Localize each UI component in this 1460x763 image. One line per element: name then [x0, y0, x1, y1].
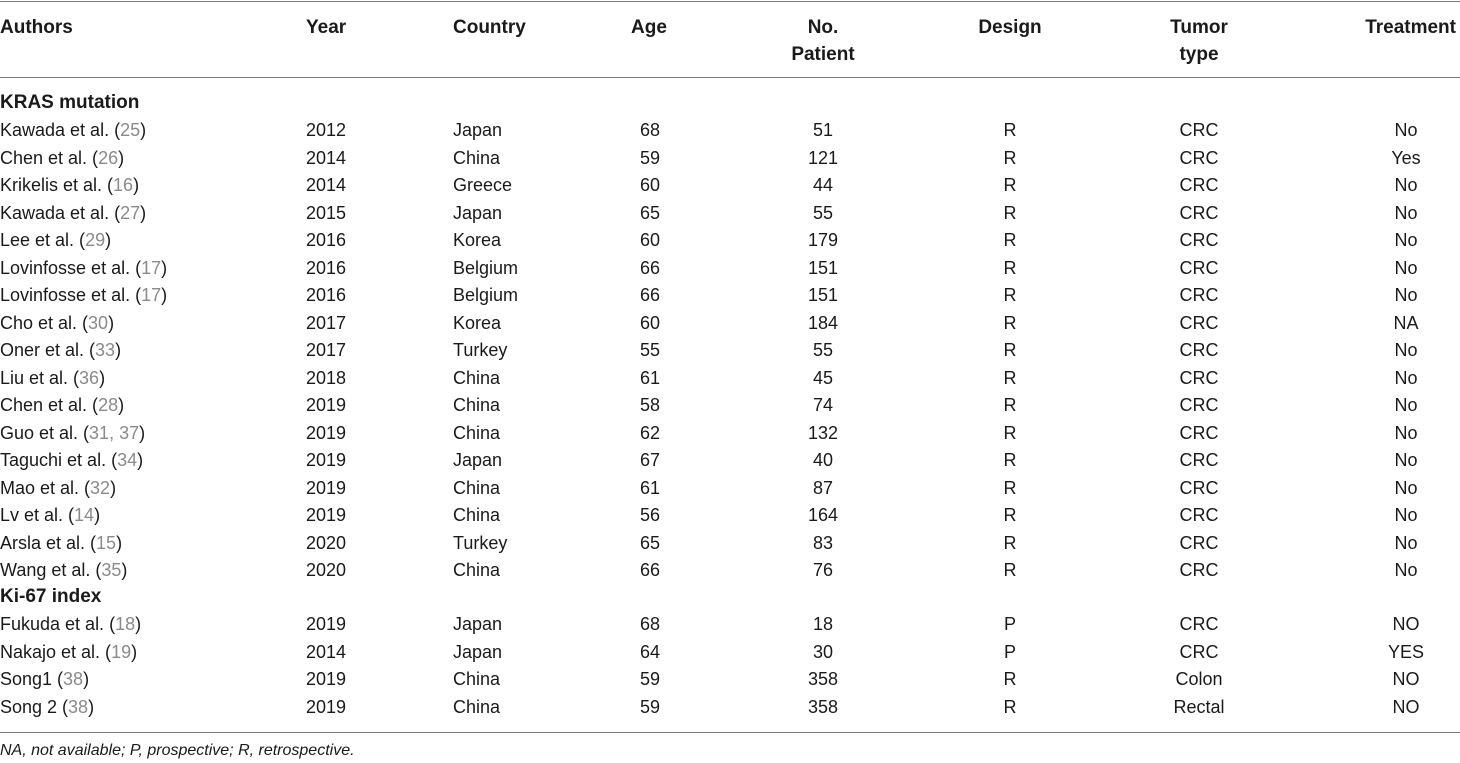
author-name: Chen et al. (	[0, 395, 99, 415]
reference-link[interactable]: 15	[96, 532, 117, 553]
cell-year: 2020	[306, 532, 347, 553]
cell-tumor-type: CRC	[1179, 614, 1219, 634]
author-close-paren: )	[108, 312, 115, 333]
author-name: Kawada et al. (	[0, 120, 121, 140]
author-close-paren: )	[137, 450, 144, 470]
cell-patients: 151	[807, 257, 839, 278]
cell-country: Korea	[453, 312, 502, 333]
cell-country: China	[453, 477, 501, 498]
cell-author	[0, 666, 89, 693]
cell-author	[0, 227, 111, 254]
cell-age: 59	[639, 669, 661, 689]
author-name: Fukuda et al. (	[0, 614, 116, 634]
table-row	[0, 447, 1460, 474]
author-close-paren: )	[118, 395, 125, 415]
cell-design: R	[1003, 120, 1017, 140]
cell-patients: 44	[812, 175, 834, 195]
reference-link[interactable]: 25	[120, 120, 141, 140]
author-close-paren: )	[121, 560, 128, 580]
cell-age: 65	[639, 202, 661, 223]
cell-tumor-type: CRC	[1179, 505, 1219, 525]
cell-tumor-type: CRC	[1179, 477, 1219, 498]
cell-treatment: NO	[1392, 696, 1420, 717]
cell-year: 2018	[306, 367, 347, 388]
cell-author	[0, 694, 94, 721]
reference-link[interactable]: 16	[113, 175, 134, 195]
cell-country: Korea	[453, 230, 502, 250]
table-row	[0, 392, 1460, 419]
cell-year: 2016	[306, 285, 347, 305]
section-heading: Ki-67 index	[0, 586, 102, 607]
author-close-paren: )	[99, 367, 106, 388]
cell-design: R	[1003, 505, 1017, 525]
author-close-paren: )	[161, 257, 168, 278]
cell-year: 2012	[306, 120, 347, 140]
cell-tumor-type: CRC	[1179, 422, 1219, 443]
reference-link[interactable]: 19	[111, 641, 132, 662]
cell-author	[0, 255, 167, 282]
cell-treatment: No	[1394, 560, 1418, 580]
cell-tumor-type: CRC	[1179, 230, 1219, 250]
cell-design: R	[1003, 367, 1017, 388]
table-footnote: NA, not available; P, prospective; R, retrospective.	[0, 742, 355, 759]
cell-age: 59	[639, 696, 661, 717]
cell-age: 66	[639, 560, 661, 580]
cell-design: R	[1003, 175, 1017, 195]
header-year: Year	[306, 17, 347, 38]
header-tumor-type-line2: type	[1179, 44, 1219, 65]
reference-link[interactable]: 18	[115, 614, 136, 634]
cell-design: P	[1003, 641, 1017, 662]
cell-author	[0, 392, 124, 419]
cell-country: China	[453, 422, 501, 443]
cell-author	[0, 475, 116, 502]
cell-country: Japan	[453, 120, 503, 140]
author-close-paren: )	[83, 669, 90, 689]
cell-patients: 55	[812, 202, 834, 223]
cell-year: 2019	[306, 614, 347, 634]
table-row	[0, 200, 1460, 227]
cell-design: R	[1003, 532, 1017, 553]
cell-country: Japan	[453, 614, 503, 634]
author-close-paren: )	[133, 175, 140, 195]
cell-patients: 358	[807, 669, 839, 689]
cell-treatment: Yes	[1391, 147, 1421, 168]
cell-treatment: No	[1394, 505, 1418, 525]
cell-author	[0, 310, 114, 337]
cell-country: Japan	[453, 641, 503, 662]
cell-age: 59	[639, 147, 661, 168]
cell-country: Japan	[453, 202, 503, 223]
header-tumor-type	[1170, 14, 1228, 68]
author-name: Arsla et al. (	[0, 532, 97, 553]
cell-author	[0, 447, 143, 474]
author-name: Chen et al. (	[0, 147, 99, 168]
cell-author	[0, 117, 146, 144]
cell-tumor-type: CRC	[1179, 450, 1219, 470]
cell-tumor-type: CRC	[1179, 147, 1219, 168]
author-close-paren: )	[115, 340, 122, 360]
table-row	[0, 694, 1460, 721]
cell-age: 68	[639, 614, 661, 634]
author-name: Lee et al. (	[0, 230, 86, 250]
cell-country: Turkey	[453, 532, 508, 553]
cell-country: Belgium	[453, 257, 519, 278]
reference-link[interactable]: 33	[95, 340, 116, 360]
table-row	[0, 172, 1460, 199]
cell-year: 2019	[306, 696, 347, 717]
cell-design: R	[1003, 395, 1017, 415]
cell-author	[0, 557, 127, 584]
reference-link[interactable]: 35	[101, 560, 122, 580]
table-row	[0, 502, 1460, 529]
cell-year: 2019	[306, 477, 347, 498]
cell-patients: 55	[812, 340, 834, 360]
cell-age: 62	[639, 422, 661, 443]
cell-country: Japan	[453, 450, 503, 470]
cell-treatment: No	[1394, 477, 1418, 498]
reference-link[interactable]: 30	[88, 312, 109, 333]
cell-treatment: No	[1394, 395, 1418, 415]
reference-link[interactable]: 14	[74, 505, 95, 525]
cell-country: Turkey	[453, 340, 508, 360]
cell-design: R	[1003, 340, 1017, 360]
cell-treatment: No	[1394, 257, 1418, 278]
table-row	[0, 282, 1460, 309]
table-row	[0, 255, 1460, 282]
reference-link[interactable]: 27	[120, 202, 141, 223]
cell-country: China	[453, 560, 501, 580]
reference-link[interactable]: 26	[98, 147, 119, 168]
reference-link[interactable]: 29	[85, 230, 106, 250]
cell-author	[0, 420, 145, 447]
cell-treatment: No	[1394, 120, 1418, 140]
table-row	[0, 666, 1460, 693]
cell-treatment: No	[1394, 285, 1418, 305]
table-bottom-rule	[0, 732, 1460, 733]
cell-patients: 87	[812, 477, 834, 498]
cell-patients: 83	[812, 532, 834, 553]
cell-tumor-type: CRC	[1179, 367, 1219, 388]
cell-tumor-type: CRC	[1179, 175, 1219, 195]
cell-age: 67	[639, 450, 661, 470]
author-close-paren: )	[116, 532, 123, 553]
cell-design: R	[1003, 669, 1017, 689]
cell-author	[0, 145, 124, 172]
cell-age: 66	[639, 257, 661, 278]
cell-year: 2019	[306, 395, 347, 415]
cell-age: 61	[639, 477, 661, 498]
author-close-paren: )	[135, 614, 142, 634]
cell-design: R	[1003, 477, 1017, 498]
table-top-rule	[0, 1, 1460, 2]
author-close-paren: )	[105, 230, 112, 250]
cell-patients: 74	[812, 395, 834, 415]
cell-patients: 76	[812, 560, 834, 580]
author-name: Song1 (	[0, 669, 64, 689]
author-name: Wang et al. (	[0, 560, 102, 580]
cell-age: 56	[639, 505, 661, 525]
cell-design: R	[1003, 285, 1017, 305]
cell-design: R	[1003, 696, 1017, 717]
cell-year: 2019	[306, 450, 347, 470]
cell-country: China	[453, 696, 501, 717]
reference-link[interactable]: 32	[90, 477, 111, 498]
author-name: Guo et al. (	[0, 422, 90, 443]
author-name: Lovinfosse et al. (	[0, 285, 142, 305]
cell-age: 61	[639, 367, 661, 388]
reference-link[interactable]: 34	[117, 450, 138, 470]
cell-treatment: YES	[1387, 641, 1425, 662]
author-close-paren: )	[140, 202, 147, 223]
cell-tumor-type: CRC	[1179, 202, 1219, 223]
cell-patients: 30	[812, 641, 834, 662]
cell-age: 64	[639, 641, 661, 662]
cell-design: R	[1003, 230, 1017, 250]
author-close-paren: )	[161, 285, 168, 305]
cell-treatment: No	[1394, 450, 1418, 470]
cell-age: 60	[639, 230, 661, 250]
author-close-paren: )	[131, 641, 138, 662]
cell-treatment: No	[1394, 367, 1418, 388]
cell-patients: 18	[812, 614, 834, 634]
header-design: Design	[978, 17, 1042, 38]
cell-author	[0, 502, 100, 529]
cell-design: R	[1003, 202, 1017, 223]
cell-country: China	[453, 367, 501, 388]
author-close-paren: )	[94, 505, 101, 525]
table-row	[0, 310, 1460, 337]
cell-author	[0, 530, 122, 557]
cell-age: 66	[639, 285, 661, 305]
table-row	[0, 420, 1460, 447]
author-name: Taguchi et al. (	[0, 450, 118, 470]
cell-patients: 132	[807, 422, 839, 443]
cell-age: 68	[639, 120, 661, 140]
cell-patients: 51	[812, 120, 834, 140]
author-name: Mao et al. (	[0, 477, 91, 498]
cell-patients: 40	[812, 450, 834, 470]
table-row	[0, 475, 1460, 502]
cell-country: China	[453, 147, 501, 168]
cell-patients: 164	[807, 505, 839, 525]
table-row	[0, 611, 1460, 638]
cell-treatment: No	[1394, 422, 1418, 443]
table-row	[0, 557, 1460, 584]
cell-design: R	[1003, 560, 1017, 580]
section-heading: KRAS mutation	[0, 92, 140, 113]
cell-age: 65	[639, 532, 661, 553]
header-no-patient-line2: Patient	[791, 44, 855, 65]
cell-age: 60	[639, 175, 661, 195]
header-authors: Authors	[0, 17, 73, 38]
table-row	[0, 337, 1460, 364]
cell-treatment: No	[1394, 202, 1418, 223]
author-name: Song 2 (	[0, 696, 69, 717]
cell-year: 2017	[306, 340, 347, 360]
cell-year: 2019	[306, 422, 347, 443]
cell-design: R	[1003, 257, 1017, 278]
cell-tumor-type: CRC	[1179, 532, 1219, 553]
cell-author	[0, 282, 167, 309]
cell-country: China	[453, 505, 501, 525]
table-row	[0, 639, 1460, 666]
cell-author	[0, 639, 137, 666]
header-no-patient-line1: No.	[807, 17, 839, 38]
author-close-paren: )	[139, 422, 146, 443]
cell-author	[0, 611, 141, 638]
reference-link[interactable]: 38	[68, 696, 89, 717]
table-row	[0, 145, 1460, 172]
cell-age: 55	[639, 340, 661, 360]
cell-treatment: No	[1394, 230, 1418, 250]
cell-tumor-type: CRC	[1179, 340, 1219, 360]
cell-country: China	[453, 669, 501, 689]
author-name: Lv et al. (	[0, 505, 75, 525]
cell-year: 2014	[306, 147, 347, 168]
author-name: Liu et al. (	[0, 367, 80, 388]
cell-year: 2019	[306, 505, 347, 525]
author-name: Lovinfosse et al. (	[0, 257, 142, 278]
author-close-paren: )	[118, 147, 125, 168]
cell-year: 2014	[306, 175, 347, 195]
cell-patients: 184	[807, 312, 839, 333]
reference-link[interactable]: 17	[141, 285, 162, 305]
table-row	[0, 530, 1460, 557]
cell-design: R	[1003, 422, 1017, 443]
cell-tumor-type: CRC	[1179, 257, 1219, 278]
header-age: Age	[631, 17, 667, 38]
header-treatment: Treatment	[1365, 17, 1456, 38]
cell-treatment: NA	[1393, 312, 1419, 333]
header-tumor-type-line1: Tumor	[1170, 17, 1228, 38]
cell-treatment: NO	[1392, 614, 1420, 634]
cell-year: 2019	[306, 669, 347, 689]
reference-link[interactable]: 38	[63, 669, 84, 689]
cell-tumor-type: Rectal	[1173, 696, 1225, 717]
cell-country: Belgium	[453, 285, 519, 305]
cell-country: Greece	[453, 175, 513, 195]
cell-tumor-type: Colon	[1175, 669, 1223, 689]
reference-link[interactable]: 36	[79, 367, 100, 388]
table-row	[0, 227, 1460, 254]
author-close-paren: )	[88, 696, 95, 717]
cell-treatment: NO	[1392, 669, 1420, 689]
author-name: Krikelis et al. (	[0, 175, 114, 195]
cell-tumor-type: CRC	[1179, 120, 1219, 140]
reference-link[interactable]: 28	[98, 395, 119, 415]
cell-patients: 358	[807, 696, 839, 717]
cell-author	[0, 172, 139, 199]
cell-year: 2016	[306, 257, 347, 278]
cell-year: 2016	[306, 230, 347, 250]
cell-country: China	[453, 395, 501, 415]
cell-treatment: No	[1394, 532, 1418, 553]
cell-tumor-type: CRC	[1179, 560, 1219, 580]
cell-patients: 179	[807, 230, 839, 250]
cell-year: 2020	[306, 560, 347, 580]
cell-author	[0, 200, 146, 227]
cell-design: R	[1003, 147, 1017, 168]
header-no-patient	[791, 14, 854, 68]
author-name: Nakajo et al. (	[0, 641, 112, 662]
cell-design: R	[1003, 312, 1017, 333]
cell-year: 2015	[306, 202, 347, 223]
cell-tumor-type: CRC	[1179, 395, 1219, 415]
cell-author	[0, 337, 121, 364]
table-row	[0, 117, 1460, 144]
cell-design: P	[1003, 614, 1017, 634]
author-name: Kawada et al. (	[0, 202, 121, 223]
cell-tumor-type: CRC	[1179, 285, 1219, 305]
author-name: Oner et al. (	[0, 340, 96, 360]
reference-link[interactable]: 31, 37	[89, 422, 140, 443]
cell-author	[0, 365, 105, 392]
cell-patients: 121	[807, 147, 839, 168]
author-close-paren: )	[140, 120, 147, 140]
cell-tumor-type: CRC	[1179, 312, 1219, 333]
author-name: Cho et al. (	[0, 312, 89, 333]
table-row	[0, 365, 1460, 392]
cell-year: 2014	[306, 641, 347, 662]
cell-patients: 151	[807, 285, 839, 305]
cell-treatment: No	[1394, 340, 1418, 360]
cell-tumor-type: CRC	[1179, 641, 1219, 662]
cell-treatment: No	[1394, 175, 1418, 195]
author-close-paren: )	[110, 477, 117, 498]
cell-age: 58	[639, 395, 661, 415]
header-rule	[0, 77, 1460, 78]
reference-link[interactable]: 17	[141, 257, 162, 278]
header-country: Country	[453, 17, 526, 38]
cell-patients: 45	[812, 367, 834, 388]
cell-age: 60	[639, 312, 661, 333]
cell-year: 2017	[306, 312, 347, 333]
cell-design: R	[1003, 450, 1017, 470]
